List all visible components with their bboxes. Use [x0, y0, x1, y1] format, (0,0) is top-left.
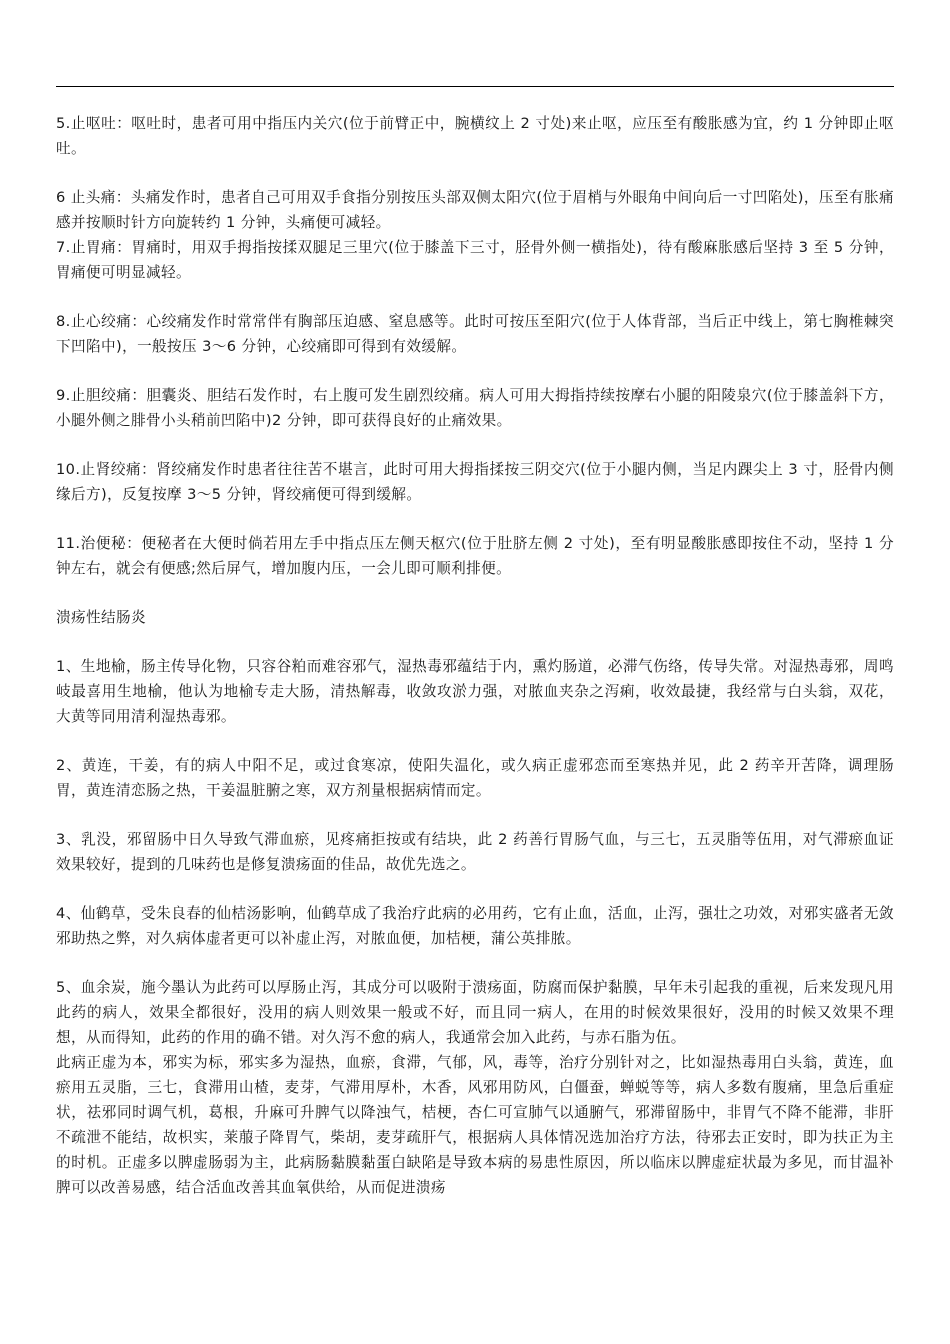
section-heading-ulcerative-colitis: 溃疡性结肠炎: [56, 609, 146, 626]
paragraph-stop-renal-colic: 10.止肾绞痛：肾绞痛发作时患者往往苦不堪言，此时可用大拇指揉按三阴交穴(位于小腿内侧，当足内踝尖上 3 寸，胫骨内侧缘后方)，反复按摩 3～5 分钟，肾绞痛便可得到缓解。: [56, 461, 894, 503]
paragraph-stop-headache: 6 止头痛：头痛发作时，患者自己可用双手食指分别按压头部双侧太阳穴(位于眉梢与外眼角中间向后一寸凹陷处)，压至有胀痛感并按顺时针方向旋转约 1 分钟，头痛便可减轻。: [56, 189, 894, 231]
paragraph-gap: [56, 630, 894, 654]
paragraph-gap: [56, 161, 894, 185]
paragraph-stop-biliary-colic: 9.止胆绞痛：胆囊炎、胆结石发作时，右上腹可发生剧烈绞痛。病人可用大拇指持续按摩右小腿的阳陵泉穴(位于膝盖斜下方，小腿外侧之腓骨小头稍前凹陷中)2 分钟，即可获得良好的止痛效果。: [56, 387, 894, 429]
paragraph-gap: [56, 877, 894, 901]
paragraph-herb-1: 1、生地榆，肠主传导化物，只容谷粕而难容邪气，湿热毒邪蕴结于内，熏灼肠道，必滞气伤络，传导失常。对湿热毒邪，周鸣岐最喜用生地榆，他认为地榆专走大肠，清热解毒，收敛攻淤力强，对脓血夹杂之泻痢，收效最捷，我经常与白头翁，双花，大黄等同用清利湿热毒邪。: [56, 658, 894, 725]
paragraph-stop-angina: 8.止心绞痛：心绞痛发作时常常伴有胸部压迫感、窒息感等。此时可按压至阳穴(位于人体背部，当后正中线上，第七胸椎棘突下凹陷中)，一般按压 3～6 分钟，心绞痛即可得到有效缓解。: [56, 313, 894, 355]
paragraph-herb-3: 3、乳没，邪留肠中日久导致气滞血瘀，见疼痛拒按或有结块，此 2 药善行胃肠气血，与三七，五灵脂等伍用，对气滞瘀血证效果较好，提到的几味药也是修复溃疡面的佳品，故优先选之。: [56, 831, 894, 873]
paragraph-gap: [56, 951, 894, 975]
paragraph-gap: [56, 359, 894, 383]
paragraph-gap: [56, 729, 894, 753]
paragraph-gap: [56, 507, 894, 531]
paragraph-herb-5: 5、血余炭，施今墨认为此药可以厚肠止泻，其成分可以吸附于溃疡面，防腐而保护黏膜，早年未引起我的重视，后来发现凡用此药的病人，效果全都很好，没用的病人则效果一般或不好，而且同一病人，在用的时候效果很好，没用的时候又效果不理想，从而得知，此药的作用的确不错。对久泻不愈的病人，我通常会加入此药，与赤石脂为伍。: [56, 979, 894, 1046]
paragraph-treat-constipation: 11.治便秘：便秘者在大便时倘若用左手中指点压左侧天枢穴(位于肚脐左侧 2 寸处)，至有明显酸胀感即按住不动，坚持 1 分钟左右，就会有便感;然后屏气，增加腹内压，一会儿即可顺利排便。: [56, 535, 894, 577]
paragraph-gap: [56, 581, 894, 605]
paragraph-treatment-summary: 此病正虚为本，邪实为标，邪实多为湿热，血瘀，食滞，气郁，风，毒等，治疗分别针对之，比如湿热毒用白头翁，黄连，血瘀用五灵脂，三七，食滞用山楂，麦芽，气滞用厚朴，木香，风邪用防风，白僵蚕，蝉蜕等等，病人多数有腹痛，里急后重症状，祛邪同时调气机，葛根，升麻可升脾气以降浊气，桔梗，杏仁可宣肺气以通腑气，邪滞留肠中，非胃气不降不能滞，非肝不疏泄不能结，故枳实，莱菔子降胃气，柴胡，麦芽疏肝气，根据病人具体情况选加治疗方法，待邪去正安时，即为扶正为主的时机。正虚多以脾虚肠弱为主，此病肠黏膜黏蛋白缺陷是导致本病的易患性原因，所以临床以脾虚症状最为多见，而甘温补脾可以改善易感，结合活血改善其血氧供给，从而促进溃疡: [56, 1054, 894, 1196]
document-body: [56, 111, 894, 1200]
paragraph-gap: [56, 433, 894, 457]
paragraph-stop-stomachache: 7.止胃痛：胃痛时，用双手拇指按揉双腿足三里穴(位于膝盖下三寸，胫骨外侧一横指处)，待有酸麻胀感后坚持 3 至 5 分钟，胃痛便可明显减轻。: [56, 239, 894, 281]
paragraph-stop-vomiting: 5.止呕吐：呕吐时，患者可用中指压内关穴(位于前臂正中，腕横纹上 2 寸处)来止呕，应压至有酸胀感为宜，约 1 分钟即止呕吐。: [56, 115, 894, 157]
paragraph-herb-2: 2、黄连，干姜，有的病人中阳不足，或过食寒凉，使阳失温化，或久病正虚邪恋而至寒热并见，此 2 药辛开苦降，调理肠胃，黄连清恋肠之热，干姜温脏腑之寒，双方剂量根据病情而定。: [56, 757, 894, 799]
paragraph-herb-4: 4、仙鹤草，受朱良春的仙桔汤影响，仙鹤草成了我治疗此病的必用药，它有止血，活血，止泻，强壮之功效，对邪实盛者无敛邪助热之弊，对久病体虚者更可以补虚止泻，对脓血便，加桔梗，蒲公英排脓。: [56, 905, 894, 947]
header-rule: [56, 86, 894, 87]
paragraph-gap: [56, 285, 894, 309]
paragraph-gap: [56, 803, 894, 827]
